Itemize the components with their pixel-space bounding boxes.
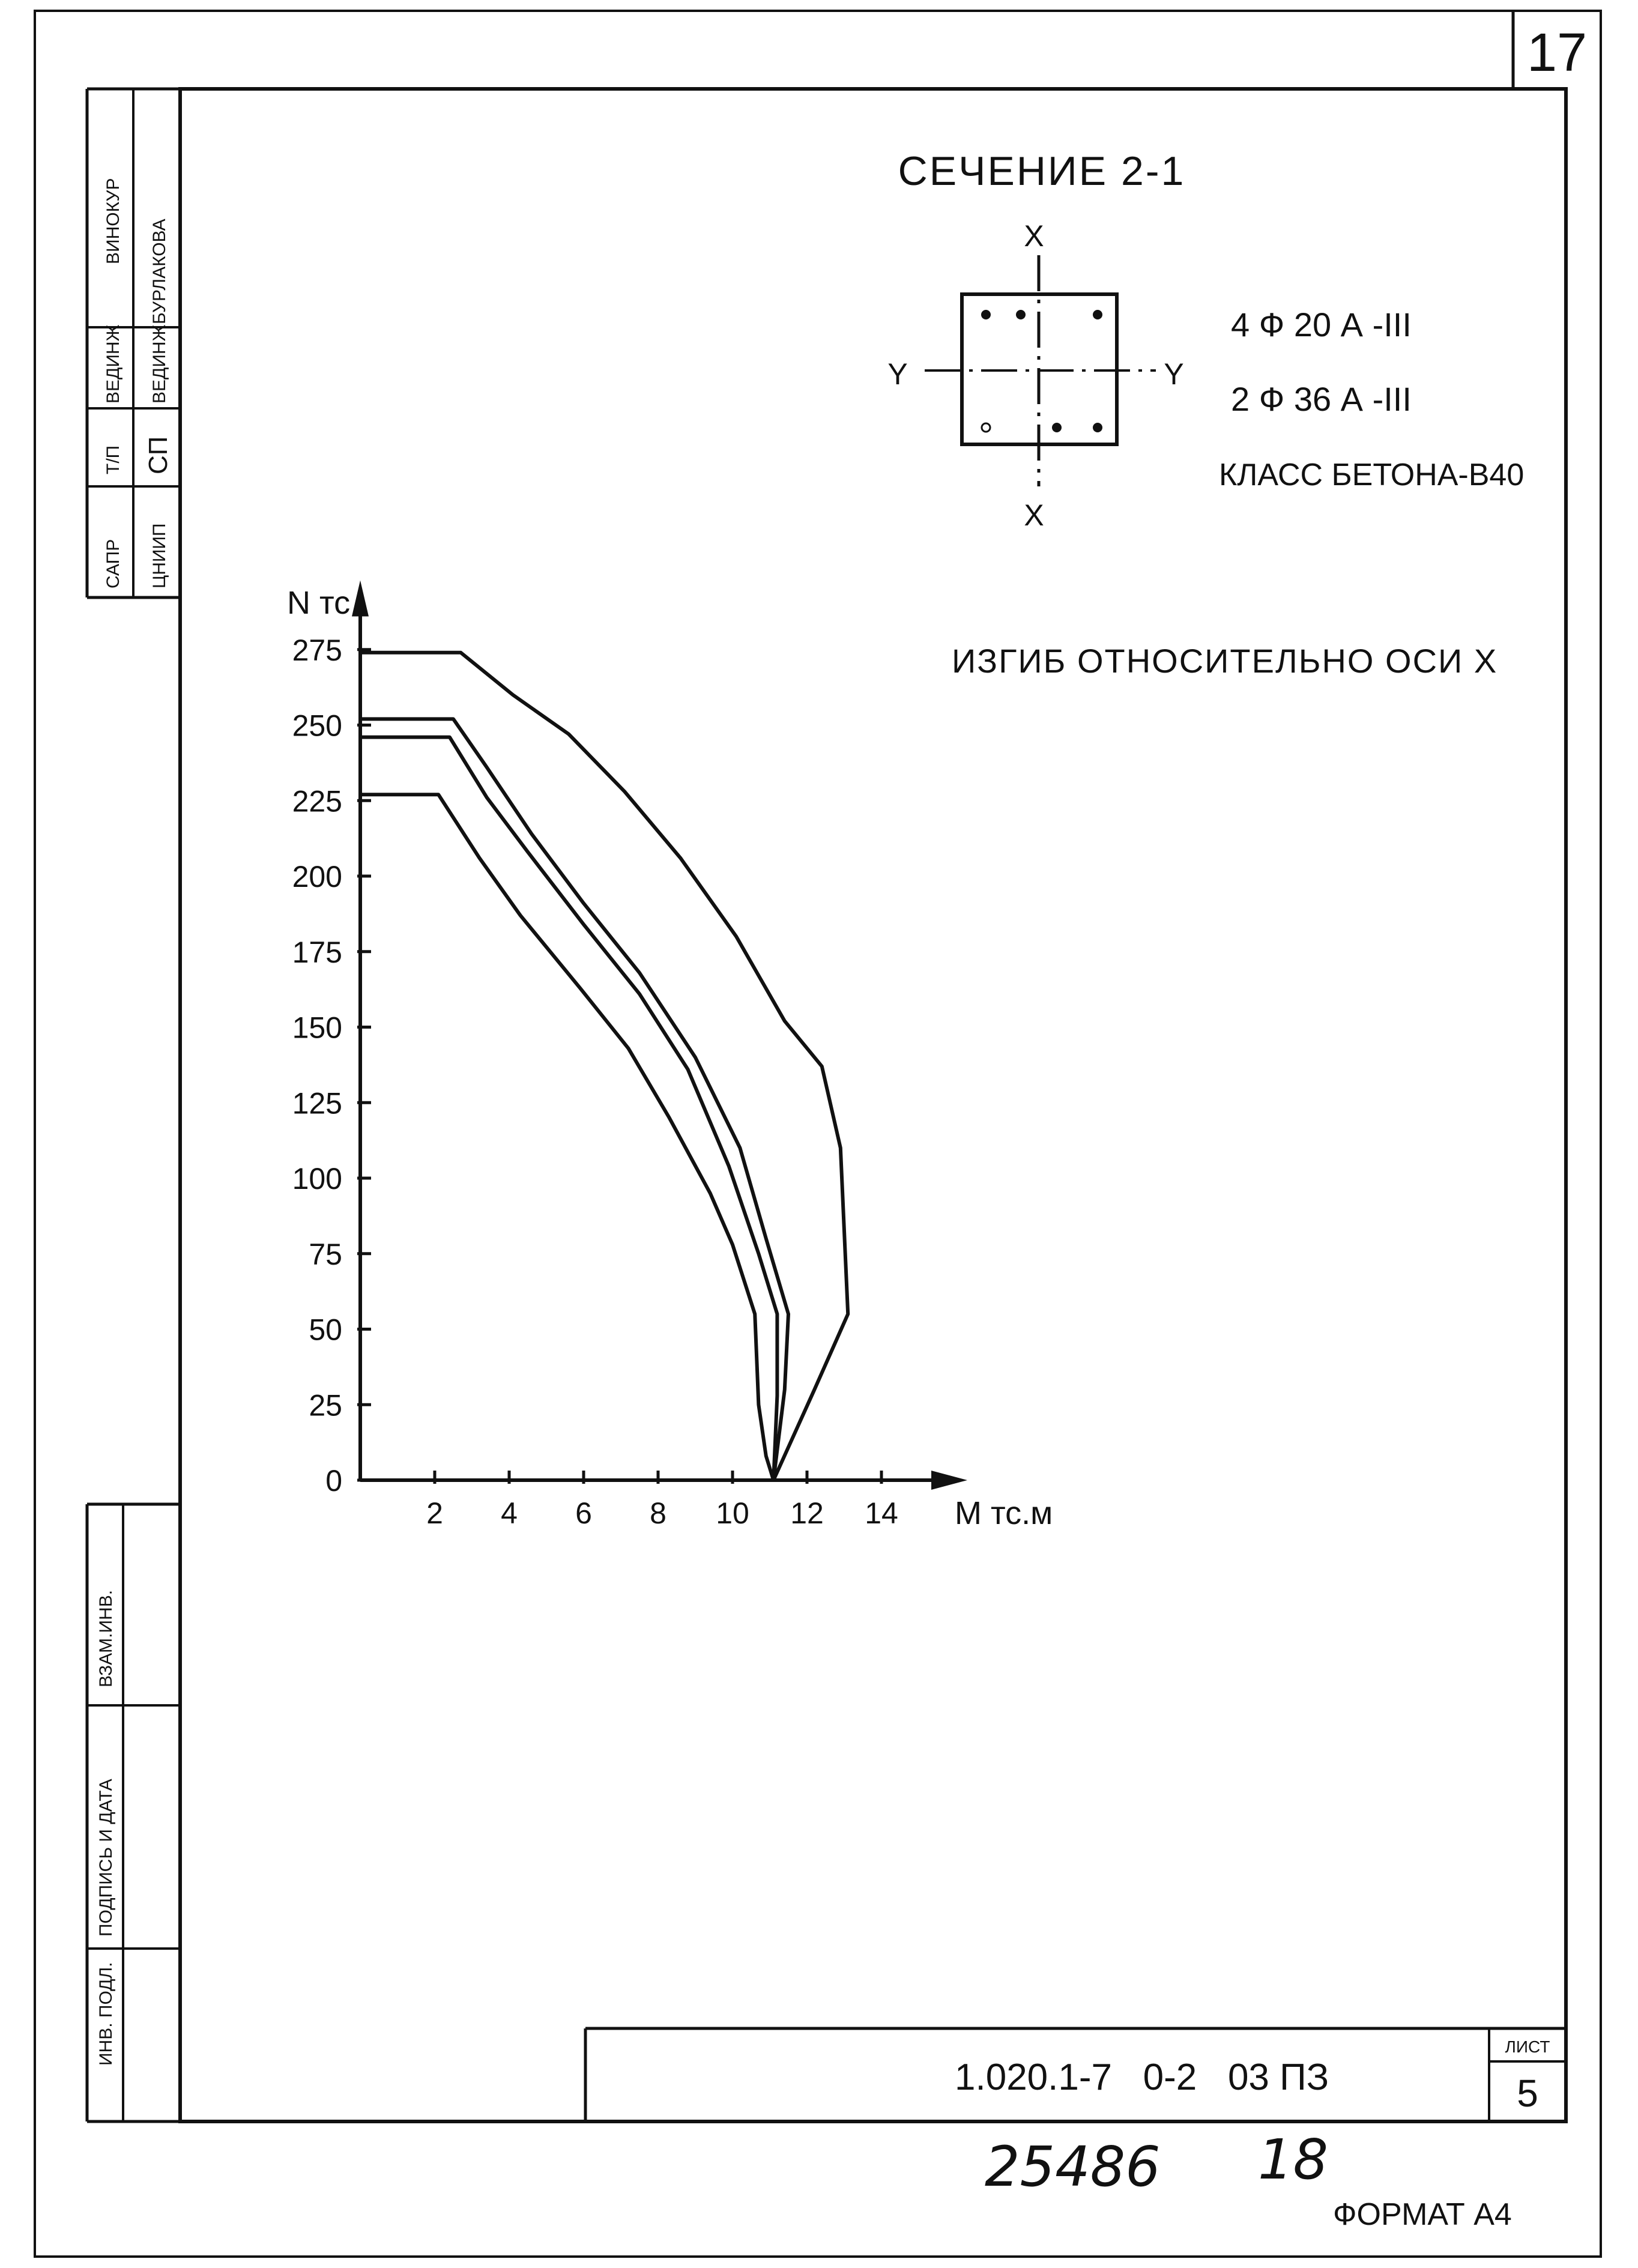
sheet-label: ЛИСТ (1505, 2037, 1550, 2056)
y-tick-label: 100 (292, 1162, 342, 1196)
series-line-3 (360, 737, 777, 1480)
chart-title: ИЗГИБ ОТНОСИТЕЛЬНО ОСИ Х (952, 642, 1498, 680)
x-tick-label: 6 (575, 1496, 592, 1530)
section-axis-x-bottom: X (1024, 498, 1044, 532)
chart-x-label: М тс.м (955, 1495, 1053, 1531)
stamp-value-2: ВЕДИНЖ (150, 324, 169, 404)
left-stamp-lower (87, 1504, 180, 2121)
chart-series (360, 653, 848, 1480)
x-tick-label: 2 (426, 1496, 443, 1530)
y-tick-label: 75 (309, 1237, 342, 1271)
handwritten-code: 25486 (985, 2135, 1161, 2199)
stamp-podpis-data: ПОДПИСЬ И ДАТА (96, 1779, 116, 1937)
concrete-class: КЛАСС БЕТОНА-В40 (1219, 458, 1525, 492)
section-title: СЕЧЕНИЕ 2-1 (898, 148, 1186, 194)
y-tick-label: 50 (309, 1313, 342, 1347)
stamp-value-3: СП (144, 436, 173, 474)
stamp-inv-podl: ИНВ. ПОДЛ. (96, 1962, 116, 2066)
y-tick-label: 275 (292, 633, 342, 667)
stamp-label-4: САПР (103, 539, 123, 588)
section-axis-x-top: X (1024, 219, 1044, 253)
y-tick-label: 200 (292, 860, 342, 894)
x-tick-label: 10 (716, 1496, 749, 1530)
x-tick-label: 12 (790, 1496, 824, 1530)
stamp-label-2: ВЕДИНЖ (103, 324, 123, 404)
series-line-4 (360, 794, 773, 1480)
y-tick-label: 225 (292, 784, 342, 818)
rebar-dot (1093, 423, 1102, 432)
interaction-chart (287, 580, 1497, 1531)
y-tick-label: 175 (292, 935, 342, 969)
page-number: 17 (1526, 23, 1588, 83)
x-tick-label: 4 (501, 1496, 518, 1530)
title-block (585, 2028, 1566, 2121)
rebar-dot (1016, 310, 1026, 319)
rebar-dot (982, 423, 990, 432)
rebar-spec-2: 2 Ф 36 А -III (1231, 380, 1412, 418)
stamp-label-1: ВИНОКУР (103, 178, 123, 264)
y-tick-label: 150 (292, 1011, 342, 1045)
handwritten-number: 18 (1258, 2127, 1329, 2192)
chart-y-label: N тс (287, 585, 351, 621)
series-line-1 (360, 653, 848, 1480)
stamp-vzam-inv: ВЗАМ.ИНВ. (96, 1589, 116, 1687)
x-tick-label: 8 (650, 1496, 666, 1530)
section-axis-y-right: Y (1164, 357, 1184, 391)
rebar-dot (1052, 423, 1062, 432)
x-axis-arrow (931, 1471, 967, 1490)
section-axis-y-left: Y (887, 357, 908, 391)
y-tick-label: 125 (292, 1086, 342, 1120)
rebar-spec-1: 4 Ф 20 А -III (1231, 306, 1412, 343)
left-stamp-upper (87, 89, 180, 597)
x-tick-label: 14 (865, 1496, 898, 1530)
document-code: 1.020.1-7 0-2 03 ПЗ (955, 2057, 1329, 2098)
rebar-dot (1093, 310, 1102, 319)
section-drawing (887, 148, 1524, 532)
sheet-number: 5 (1517, 2072, 1538, 2115)
chart-axes (352, 580, 967, 1490)
stamp-value-4: ЦНИИП (150, 523, 169, 588)
y-axis-arrow (352, 580, 369, 616)
y-tick-label: 250 (292, 709, 342, 743)
y-tick-label: 25 (309, 1388, 342, 1423)
format-label: ФОРМАТ А4 (1333, 2197, 1512, 2232)
rebar-dot (981, 310, 991, 319)
outer-border (35, 11, 1601, 2257)
series-line-2 (360, 719, 788, 1480)
stamp-value-1: БУРЛАКОВА (150, 219, 169, 324)
y-tick-label: 0 (325, 1464, 342, 1498)
stamp-label-3: Т/П (103, 445, 123, 474)
